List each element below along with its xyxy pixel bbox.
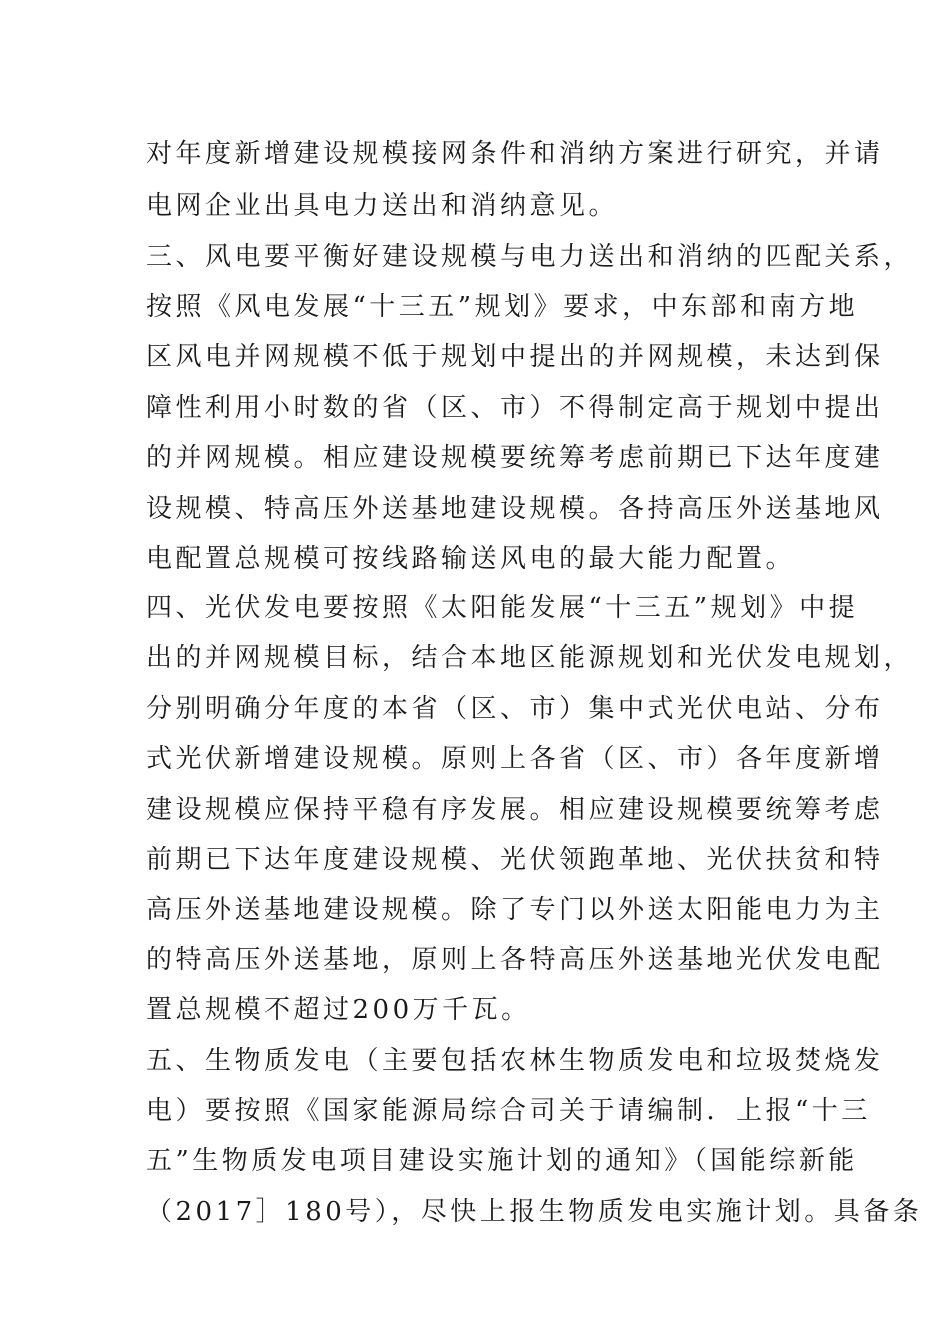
text-line: 的并网规模。相应建设规模要统筹考虑前期已下达年度建 [146, 443, 884, 473]
text-line: 电网企业出具电力送出和消纳意见。 [146, 191, 619, 221]
text-line: 三、风电要平衡好建设规模与电力送出和消纳的匹配关系， [146, 242, 914, 272]
text-line: 四、光伏发电要按照《太阳能发展“十三五”规划》中提 [146, 593, 859, 623]
text-line: 分别明确分年度的本省（区、市）集中式光伏电站、分布 [146, 694, 884, 724]
text-line: 设规模、特高压外送基地建设规模。各持高压外送基地风 [146, 494, 884, 524]
text-line: 出的并网规模目标，结合本地区能源规划和光伏发电规划， [146, 643, 914, 673]
text-line: （2017］180号），尽快上报生物质发电实施计划。具备条 [146, 1197, 923, 1227]
text-line: 对年度新增建设规模接网条件和消纳方案进行研究，并请 [146, 139, 884, 169]
text-line: 电配置总规模可按线路输送风电的最大能力配置。 [146, 544, 796, 574]
text-line: 区风电并网规模不低于规划中提出的并网规模，未达到保 [146, 342, 884, 372]
text-line: 五”生物质发电项目建设实施计划的通知》（国能综新能 [146, 1146, 858, 1176]
text-line: 按照《风电发展“十三五”规划》要求，中东部和南方地 [146, 292, 859, 322]
text-line: 障性利用小时数的省（区、市）不得制定高于规划中提出 [146, 393, 884, 423]
text-line: 五、生物质发电（主要包括农林生物质发电和垃圾焚烧发 [146, 1046, 884, 1076]
text-line: 前期已下达年度建设规模、光伏领跑革地、光伏扶贫和特 [146, 845, 884, 875]
text-line: 高压外送基地建设规模。除了专门以外送太阳能电力为主 [146, 895, 884, 925]
text-line: 式光伏新增建设规模。原则上各省（区、市）各年度新增 [146, 744, 884, 774]
text-line: 置总规模不超过200万千瓦。 [146, 995, 531, 1025]
text-line: 的特高压外送基地，原则上各特高压外送基地光伏发电配 [146, 945, 884, 975]
text-line: 建设规模应保持平稳有序发展。相应建设规模要统筹考虑 [146, 795, 884, 825]
text-line: 电）要按照《国家能源局综合司关于请编制．上报“十三 [146, 1096, 871, 1126]
